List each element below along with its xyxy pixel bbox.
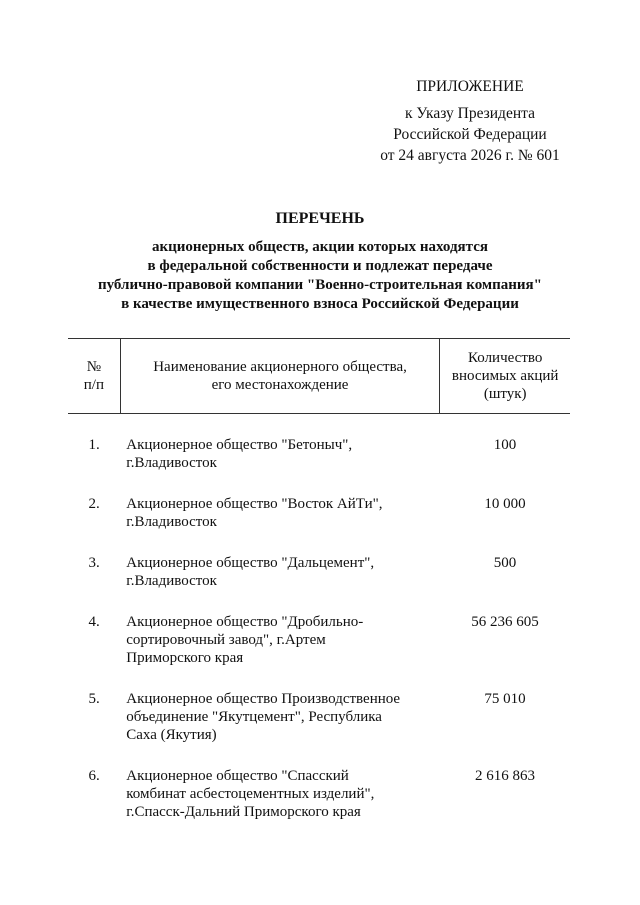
company-name: Акционерное общество "Дробильно- сортировочный завод", г.Артем Приморского края (126, 614, 364, 666)
list-subtitle-line: в федеральной собственности и подлежат передаче (147, 258, 493, 274)
table-row (68, 542, 570, 601)
table-row (68, 678, 570, 755)
table-row (68, 414, 570, 484)
list-subtitle-line: в качестве имущественного взноса Российской Федерации (121, 296, 519, 312)
company-name: Акционерное общество Производственное объединение "Якутцемент", Республика Саха (Якутия) (126, 691, 401, 743)
header-company-name: Наименование акционерного общества, его местонахождение (120, 339, 440, 414)
row-number: 5. (88, 691, 100, 707)
share-quantity: 10 000 (484, 496, 526, 512)
companies-table (68, 338, 570, 832)
company-name: Акционерное общество "Восток АйТи", г.Владивосток (126, 496, 383, 530)
header-number: № п/п (68, 339, 120, 414)
list-subtitle-line: акционерных обществ, акции которых находятся (151, 239, 488, 255)
list-subtitle-line: публично-правовой компании "Военно-строительная компания" (97, 277, 543, 293)
list-title: ПЕРЕЧЕНЬ (275, 210, 365, 227)
share-quantity: 2 616 863 (474, 768, 535, 784)
table-row (68, 755, 570, 832)
row-number: 2. (88, 496, 100, 512)
table-header-row (68, 339, 570, 414)
share-quantity: 100 (493, 437, 517, 453)
appendix-line-date: от 24 августа 2026 г. № 601 (380, 147, 560, 164)
header-share-quantity: Количество вносимых акций (штук) (440, 339, 570, 414)
share-quantity: 500 (493, 555, 517, 571)
appendix-line-federation: Российской Федерации (393, 126, 547, 143)
row-number: 1. (88, 437, 100, 453)
row-number: 4. (88, 614, 100, 630)
table-row (68, 483, 570, 542)
share-quantity: 56 236 605 (471, 614, 539, 630)
company-name: Акционерное общество "Спасский комбинат асбестоцементных изделий", г.Спасск-Дальний Приморского края (126, 768, 375, 820)
share-quantity: 75 010 (484, 691, 526, 707)
appendix-title: ПРИЛОЖЕНИЕ (416, 78, 524, 95)
company-name: Акционерное общество "Дальцемент", г.Владивосток (126, 555, 375, 589)
appendix-block (360, 76, 580, 166)
company-name: Акционерное общество "Бетоныч", г.Владивосток (126, 437, 353, 471)
row-number: 6. (88, 768, 100, 784)
appendix-line-decree: к Указу Президента (405, 105, 535, 122)
row-number: 3. (88, 555, 100, 571)
table-row (68, 601, 570, 678)
document-heading (40, 210, 600, 314)
